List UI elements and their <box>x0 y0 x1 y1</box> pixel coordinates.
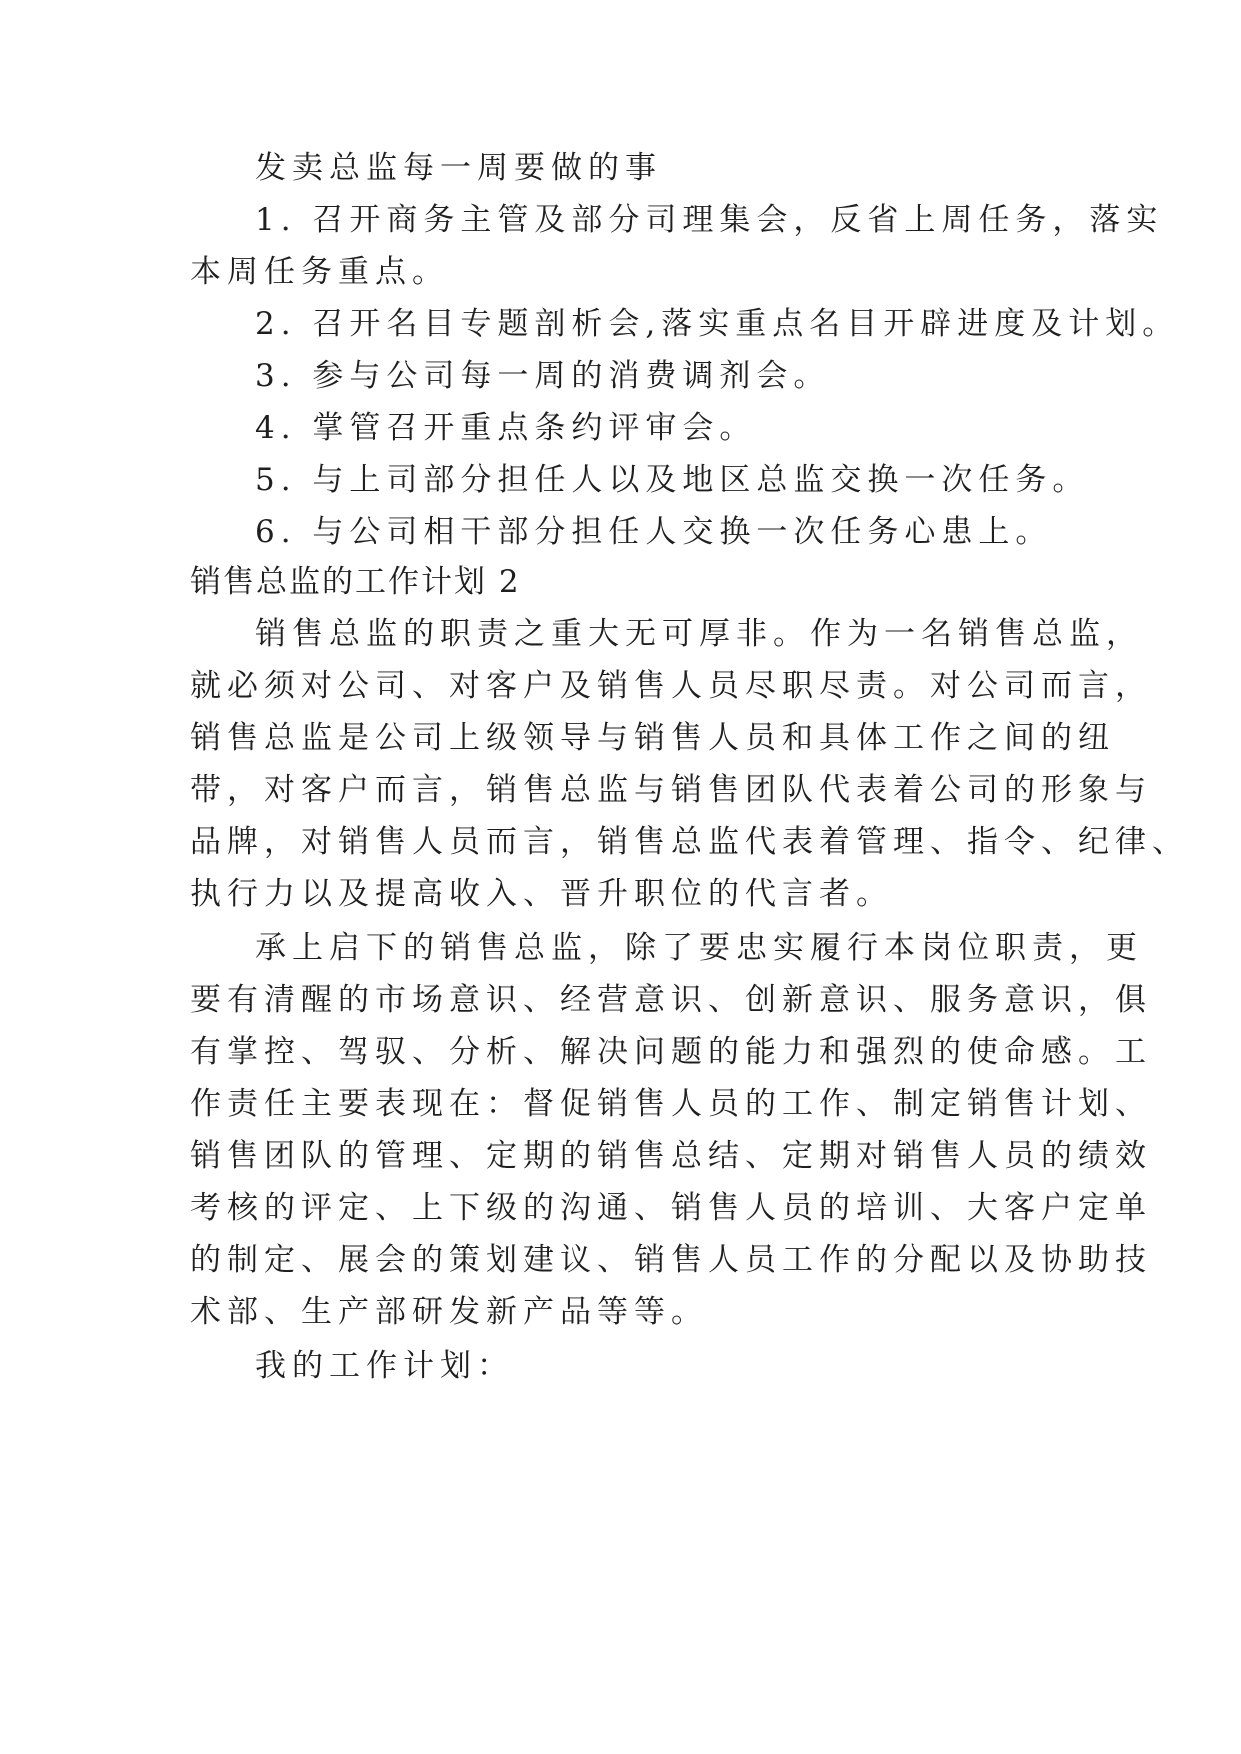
list-item: 6. 与公司相干部分担任人交换一次任务心患上。 <box>255 514 1053 550</box>
paragraph-line: 要有清醒的市场意识、经营意识、创新意识、服务意识，俱 <box>190 982 1152 1018</box>
list-item: 5. 与上司部分担任人以及地区总监交换一次任务。 <box>255 462 1090 498</box>
paragraph-line: 执行力以及提高收入、晋升职位的代言者。 <box>190 876 893 912</box>
paragraph-line: 带，对客户而言，销售总监与销售团队代表着公司的形象与 <box>190 772 1152 808</box>
section-heading: 销售总监的工作计划 2 <box>190 564 521 600</box>
paragraph-line: 作责任主要表现在：督促销售人员的工作、制定销售计划、 <box>190 1086 1152 1122</box>
paragraph-line: 品牌，对销售人员而言，销售总监代表着管理、指令、纪律、 <box>190 824 1189 860</box>
paragraph-line: 销售总监的职责之重大无可厚非。作为一名销售总监， <box>255 616 1143 652</box>
paragraph-line: 有掌控、驾驭、分析、解决问题的能力和强烈的使命感。工 <box>190 1034 1152 1070</box>
list-item: 2. 召开名目专题剖析会,落实重点名目开辟进度及计划。 <box>255 306 1180 342</box>
section-title: 发卖总监每一周要做的事 <box>255 150 662 186</box>
paragraph-line: 的制定、展会的策划建议、销售人员工作的分配以及协助技 <box>190 1242 1152 1278</box>
list-item: 3. 参与公司每一周的消费调剂会。 <box>255 358 831 394</box>
paragraph-line: 考核的评定、上下级的沟通、销售人员的培训、大客户定单 <box>190 1190 1152 1226</box>
paragraph-line: 销售团队的管理、定期的销售总结、定期对销售人员的绩效 <box>190 1138 1152 1174</box>
closing-line: 我的工作计划： <box>255 1348 514 1384</box>
list-item-continuation: 本周任务重点。 <box>190 254 449 290</box>
paragraph-line: 销售总监是公司上级领导与销售人员和具体工作之间的纽 <box>190 720 1115 756</box>
list-item: 1. 召开商务主管及部分司理集会，反省上周任务，落实 <box>255 202 1164 238</box>
paragraph-line: 就必须对公司、对客户及销售人员尽职尽责。对公司而言， <box>190 668 1152 704</box>
list-item: 4. 掌管召开重点条约评审会。 <box>255 410 757 446</box>
paragraph-line: 承上启下的销售总监，除了要忠实履行本岗位职责，更 <box>255 930 1143 966</box>
paragraph-line: 术部、生产部研发新产品等等。 <box>190 1294 708 1330</box>
